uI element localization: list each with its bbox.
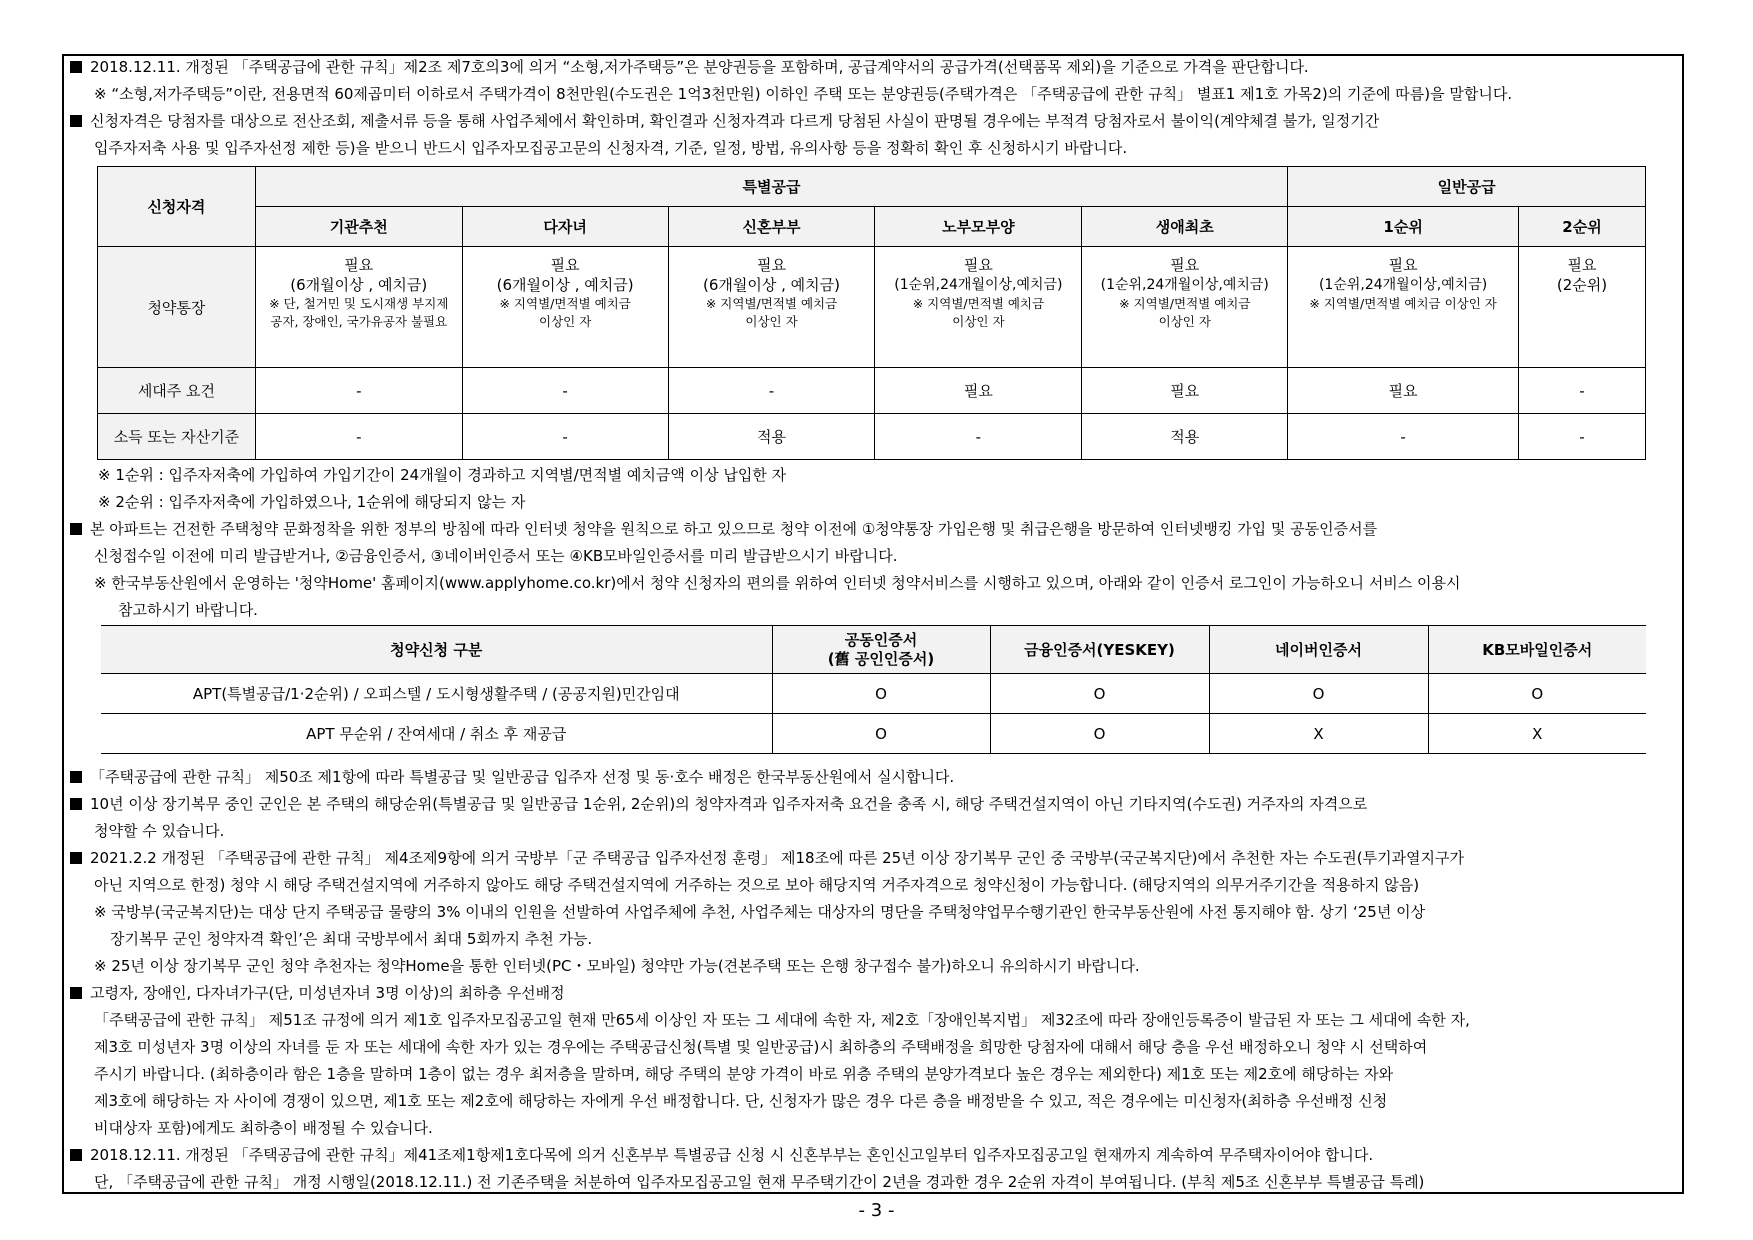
rule-4-body: 제3호에 해당하는 자 사이에 경쟁이 있으면, 제1호 또는 제2호에 해당하는 자에게 우선 배정합니다. 단, 신청자가 많은 경우 다른 층을 배정받을 수 있고, 적은 경우에는 미신청자(최하층 우선배정 신청 [94,1092,1388,1110]
table-cell: X [1209,714,1428,754]
table-cell: - [668,368,875,414]
row-label: 소득 또는 자산기준 [98,414,256,460]
rank-note-2: ※ 2순위 : 입주자저축에 가입하였으나, 1순위에 해당되지 않는 자 [98,493,526,511]
internet-paragraph-cont: 신청접수일 이전에 미리 발급받거나, ②금융인증서, ③네이버인증서 또는 ④KB모바일인증서를 미리 발급받으시기 바랍니다. [94,547,898,565]
col-header: 다자녀 [462,207,668,247]
cert-col-header: 네이버인증서 [1209,626,1428,674]
col-header: 생애최초 [1082,207,1288,247]
table-row [98,414,1646,460]
square-bullet-icon [70,798,82,810]
rule-1: 「주택공급에 관한 규칙」 제50조 제1항에 따라 특별공급 및 일반공급 입주자 선정 및 동·호수 배정은 한국부동산원에서 실시합니다. [70,764,1660,791]
col-header: 기관추천 [255,207,462,247]
table-cell: 필요 (6개월이상 , 예치금) ※ 지역별/면적별 예치금 이상인 자 [668,247,875,368]
table-cell: - [255,414,462,460]
table-cell: 필요 (1순위,24개월이상,예치금) ※ 지역별/면적별 예치금 이상인 자 [1082,247,1288,368]
row-label: APT 무순위 / 잔여세대 / 취소 후 재공급 [101,714,772,754]
table-cell: - [1288,414,1519,460]
intro-section [70,54,1660,162]
table-cell: - [875,414,1082,460]
square-bullet-icon [70,523,82,535]
qual-corner-header: 신청자격 [98,167,256,247]
square-bullet-icon [70,771,82,783]
special-supply-header: 특별공급 [255,167,1287,207]
rule-3: 2021.2.2 개정된 「주택공급에 관한 규칙」 제4조제9항에 의거 국방부「군 주택공급 입주자선정 훈령」 제18조에 따른 25년 이상 장기복무 군인 중 국방부(국군복지단)에서 추천한 자는 수도권(투기과열지구가 [70,845,1660,872]
rule-5-cont: 단, 「주택공급에 관한 규칙」 개정 시행일(2018.12.11.) 전 기존주택을 처분하여 입주자모집공고일 현재 무주택기간이 2년을 경과한 경우 2순위 자격이 부여됩니다. (부칙 제5조 신혼부부 특별공급 특례) [94,1173,1425,1191]
table-cell: 필요 [1082,368,1288,414]
internet-note-cont: 참고하시기 바랍니다. [118,601,258,619]
cert-col-header: 금융인증서(YESKEY) [990,626,1209,674]
rule-4-body: 제3호 미성년자 3명 이상의 자녀를 둔 자 또는 세대에 속한 자가 있는 경우에는 주택공급신청(특별 및 일반공급)시 최하층의 주택배정을 희망한 당첨자에 대해서 해당 층을 우선 배정하오니 청약 시 선택하여 [94,1038,1428,1056]
rank-note-1: ※ 1순위 : 입주자저축에 가입하여 가입기간이 24개월이 경과하고 지역별/면적별 예치금액 이상 납입한 자 [98,466,787,484]
rules-section [70,764,1660,1196]
row-label: 청약통장 [98,247,256,368]
rule-5: 2018.12.11. 개정된 「주택공급에 관한 규칙」제41조제1항제1호다목에 의거 신혼부부 특별공급 신청 시 신혼부부는 혼인신고일부터 입주자모집공고일 현재까지 계속하여 무주택자이어야 합니다. [70,1142,1660,1169]
rank-notes-section [70,462,1660,624]
square-bullet-icon [70,852,82,864]
rule-4-body: 「주택공급에 관한 규칙」 제51조 규정에 의거 제1호 입주자모집공고일 현재 만65세 이상인 자 또는 그 세대에 속한 자, 제2호「장애인복지법」 제32조에 따라 장애인등록증이 발급된 자 또는 그 세대에 속한 자, [94,1011,1470,1029]
rule-2-cont: 청약할 수 있습니다. [94,822,225,840]
row-label: APT(특별공급/1·2순위) / 오피스텔 / 도시형생활주택 / (공공지원)민간임대 [101,674,772,714]
table-cell: 필요 (1순위,24개월이상,예치금) ※ 지역별/면적별 예치금 이상인 자 [1288,247,1519,368]
table-cell: O [1428,674,1646,714]
general-supply-header: 일반공급 [1288,167,1646,207]
table-cell: O [772,714,990,754]
table-cell: - [255,368,462,414]
table-row [98,247,1646,368]
cert-col-header: KB모바일인증서 [1428,626,1646,674]
col-header: 2순위 [1519,207,1646,247]
table-cell: 필요 (1순위,24개월이상,예치금) ※ 지역별/면적별 예치금 이상인 자 [875,247,1082,368]
intro-note: ※ “소형,저가주택등”이란, 전용면적 60제곱미터 이하로서 주택가격이 8천만원(수도권은 1억3천만원) 이하인 주택 또는 분양권등(주택가격은 「주택공급에 관한 규칙」 별표1 제1호 가목2)의 기준에 따름)을 말합니다. [94,85,1513,103]
table-cell: O [1209,674,1428,714]
col-header: 신혼부부 [668,207,875,247]
row-label: 세대주 요건 [98,368,256,414]
table-cell: - [462,414,668,460]
rule-3-note-2: ※ 25년 이상 장기복무 군인 청약 추천자는 청약Home을 통한 인터넷(PC・모바일) 청약만 가능(견본주택 또는 은행 창구접수 불가)하오니 유의하시기 바랍니다. [94,957,1140,975]
table-cell: - [462,368,668,414]
table-row [101,714,1646,754]
table-cell: 적용 [1082,414,1288,460]
rule-2: 10년 이상 장기복무 중인 군인은 본 주택의 해당순위(특별공급 및 일반공급 1순위, 2순위)의 청약자격과 입주자저축 요건을 충족 시, 해당 주택건설지역이 아닌 기타지역(수도권) 거주자의 자격으로 [70,791,1660,818]
table-cell: O [772,674,990,714]
qualification-table [97,166,1646,460]
cert-col-header: 청약신청 구분 [101,626,772,674]
table-cell: O [990,714,1209,754]
square-bullet-icon [70,987,82,999]
rule-4-title: 고령자, 장애인, 다자녀가구(단, 미성년자녀 3명 이상)의 최하층 우선배정 [70,980,1660,1007]
col-header: 1순위 [1288,207,1519,247]
table-cell: X [1428,714,1646,754]
square-bullet-icon [70,61,82,73]
rule-3-note-1: ※ 국방부(국군복지단)는 대상 단지 주택공급 물량의 3% 이내의 인원을 선발하여 사업주체에 추천, 사업주체는 대상자의 명단을 주택청약업무수행기관인 한국부동산원에 사전 통지해야 함. 상기 ‘25년 이상 [94,903,1426,921]
rule-4-body: 주시기 바랍니다. (최하층이라 함은 1층을 말하며 1층이 없는 경우 최저층을 말하며, 해당 주택의 분양 가격이 바로 위층 주택의 분양가격보다 높은 경우는 제외한다) 제1호 또는 제2호에 해당하는 자와 [94,1065,1394,1083]
table-cell: 필요 [1288,368,1519,414]
page-number: - 3 - [858,1200,895,1221]
intro-paragraph-2: 신청자격은 당첨자를 대상으로 전산조회, 제출서류 등을 통해 사업주체에서 확인하며, 확인결과 신청자격과 다르게 당첨된 사실이 판명될 경우에는 부적격 당첨자로서 불이익(계약체결 불가, 일정기간 [70,108,1660,135]
table-cell: 필요 (2순위) [1519,247,1646,368]
intro-paragraph-1: 2018.12.11. 개정된 「주택공급에 관한 규칙」제2조 제7호의3에 의거 “소형,저가주택등”은 분양권등을 포함하며, 공급계약서의 공급가격(선택품목 제외)을 기준으로 가격을 판단합니다. [70,54,1660,81]
col-header: 노부모부양 [875,207,1082,247]
table-cell: 필요 (6개월이상 , 예치금) ※ 지역별/면적별 예치금 이상인 자 [462,247,668,368]
square-bullet-icon [70,115,82,127]
table-cell: - [1519,368,1646,414]
table-cell: 적용 [668,414,875,460]
certificate-table [101,625,1646,754]
table-cell: O [990,674,1209,714]
cert-col-header: 공동인증서 (舊 공인인증서) [772,626,990,674]
rule-4-body: 비대상자 포함)에게도 최하층이 배정될 수 있습니다. [94,1119,433,1137]
intro-paragraph-2-cont: 입주자저축 사용 및 입주자선정 제한 등)을 받으니 반드시 입주자모집공고문의 신청자격, 기준, 일정, 방법, 유의사항 등을 정확히 확인 후 신청하시기 바랍니다. [94,139,1128,157]
rule-3-note-1-cont: 장기복무 군인 청약자격 확인’은 최대 국방부에서 최대 5회까지 추천 가능. [110,930,593,948]
internet-paragraph: 본 아파트는 건전한 주택청약 문화정착을 위한 정부의 방침에 따라 인터넷 청약을 원칙으로 하고 있으므로 청약 이전에 ①청약통장 가입은행 및 취급은행을 방문하여 인터넷뱅킹 가입 및 공동인증서를 [70,516,1660,543]
internet-note: ※ 한국부동산원에서 운영하는 '청약Home' 홈페이지(www.applyhome.co.kr)에서 청약 신청자의 편의를 위하여 인터넷 청약서비스를 시행하고 있으며, 아래와 같이 인증서 로그인이 가능하오니 서비스 이용시 [94,574,1461,592]
rule-3-cont: 아닌 지역으로 한정) 청약 시 해당 주택건설지역에 거주하지 않아도 해당 주택건설지역에 거주하는 것으로 보아 해당지역 거주자격으로 청약신청이 가능합니다. (해당지역의 의무거주기간을 적용하지 않음) [94,876,1420,894]
table-cell: - [1519,414,1646,460]
square-bullet-icon [70,1149,82,1161]
table-row [98,368,1646,414]
table-cell: 필요 (6개월이상 , 예치금) ※ 단, 철거민 및 도시재생 부지제공자, 장애인, 국가유공자 불필요 [255,247,462,368]
table-cell: 필요 [875,368,1082,414]
table-row [101,674,1646,714]
